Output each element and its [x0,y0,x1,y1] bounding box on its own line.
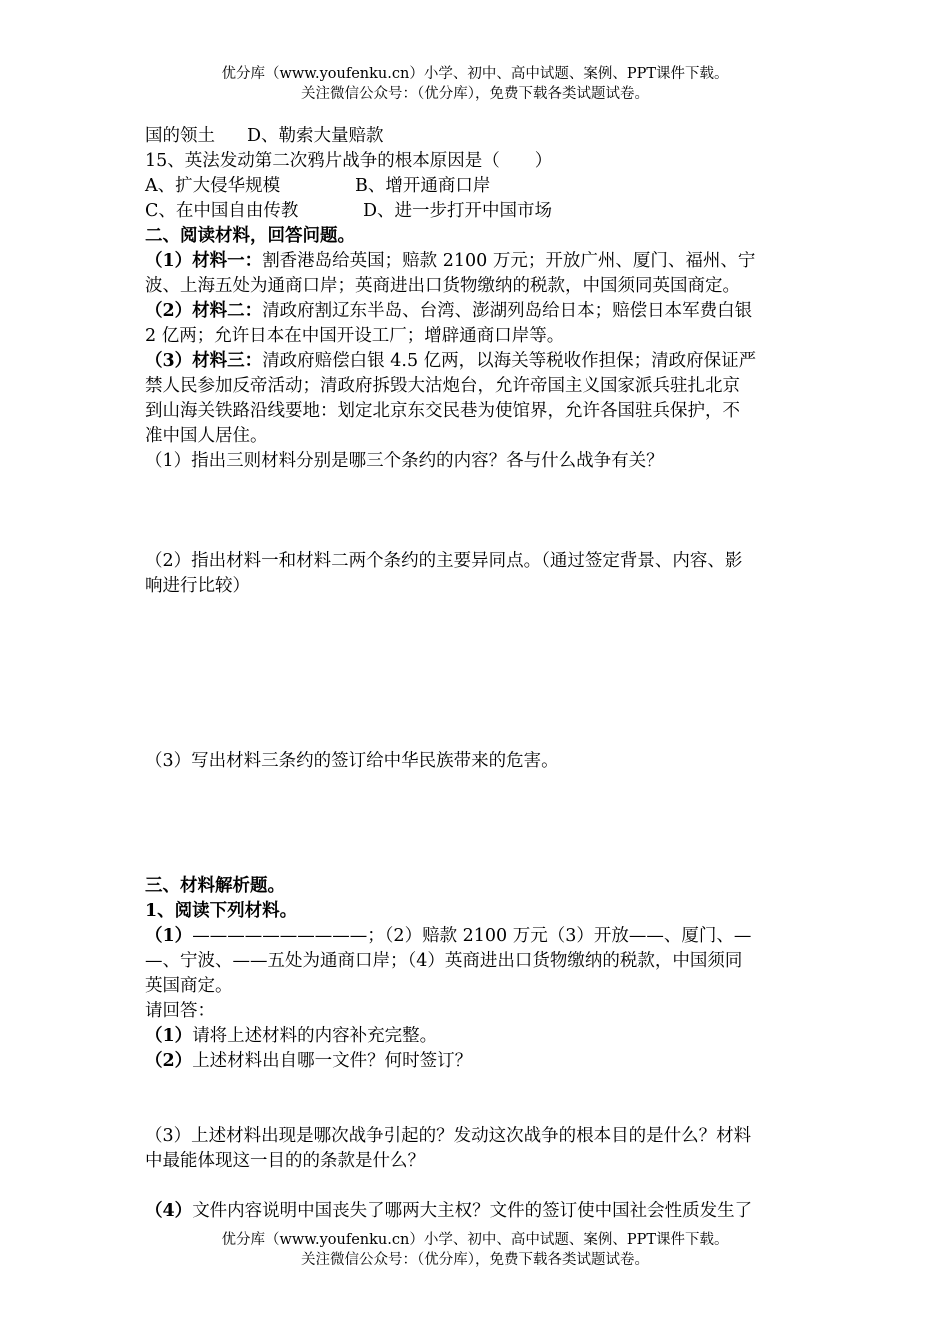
q15-options-cd [145,199,552,224]
header-line-2: 关注微信公众号：（优分库），免费下载各类试题试卷。 [301,86,649,102]
material-3-text-1: 清政府赔偿白银 4.5 亿两，以海关等税收作担保；清政府保证严 [262,351,757,371]
q15-option-d: D、进一步打开中国市场 [363,201,553,221]
material-3-line-4: 准中国人居住。 [145,426,268,446]
header-line-1: 优分库（www.youfenku.cn）小学、初中、高中试题、案例、PPT课件下载。 [221,66,729,82]
page-footer [0,1230,950,1270]
section-3-material-label: （1） [145,926,193,946]
section-3-question-3-line-1: （3）上述材料出现是哪次战争引起的？发动这次战争的根本目的是什么？材料 [145,1126,752,1146]
section-3-question-4-label: （4） [145,1201,193,1221]
section-3-question-1-label: （1） [145,1026,193,1046]
section-3-question-3-line-2: 中最能体现这一目的的条款是什么？ [145,1151,425,1171]
material-1-line-1 [145,249,755,274]
q15-option-c: C、在中国自由传教 [145,201,299,221]
material-2-text-1: 清政府割辽东半岛、台湾、澎湖列岛给日本；赔偿日本军费白银 [262,301,753,321]
q15-option-b: B、增开通商口岸 [355,176,491,196]
material-3-label: （3）材料三： [145,351,263,371]
q15-options-ab [145,174,490,199]
section-3-question-2-label: （2） [145,1051,193,1071]
section-3-material-line-3: 英国商定。 [145,976,233,996]
material-1-text-1: 割香港岛给英国；赔款 2100 万元；开放广州、厦门、福州、宁 [262,251,756,271]
material-3-line-1 [145,349,756,374]
q14-option-d: D、勒索大量赔款 [247,126,384,146]
section-2-question-3: （3）写出材料三条约的签订给中华民族带来的危害。 [145,751,559,771]
q14-options-cont [145,124,384,149]
section-3-subtitle: 1、阅读下列材料。 [145,901,298,921]
material-2-label: （2）材料二： [145,301,263,321]
section-2-question-1: （1）指出三则材料分别是哪三个条约的内容？各与什么战争有关？ [145,451,664,471]
section-3-material-text-1: ——————————；（2）赔款 2100 万元（3）开放——、厦门、— [192,926,752,946]
footer-line-1: 优分库（www.youfenku.cn）小学、初中、高中试题、案例、PPT课件下载。 [221,1232,729,1248]
section-3-material-line-2: —、宁波、——五处为通商口岸；（4）英商进出口货物缴纳的税款，中国须同 [145,951,743,971]
q14-option-c-cont: 国的领土 [145,126,215,146]
material-2-line-1 [145,299,752,324]
page-header [0,64,950,104]
section-3-title: 三、材料解析题。 [145,876,285,896]
material-1-line-2: 波、上海五处为通商口岸；英商进出口货物缴纳的税款，中国须同英国商定。 [145,276,740,296]
material-3-line-2: 禁人民参加反帝活动；清政府拆毁大沽炮台，允许帝国主义国家派兵驻扎北京 [145,376,740,396]
section-3-question-1 [145,1024,437,1049]
material-2-line-2: 2 亿两；允许日本在中国开设工厂；增辟通商口岸等。 [145,326,565,346]
section-2-question-2-line-1: （2）指出材料一和材料二两个条约的主要异同点。（通过签定背景、内容、影 [145,551,743,571]
section-3-question-4 [145,1199,752,1224]
material-3-line-3: 到山海关铁路沿线要地：划定北京东交民巷为使馆界，允许各国驻兵保护，不 [145,401,740,421]
section-2-question-2-line-2: 响进行比较） [145,576,250,596]
section-3-question-2 [145,1049,472,1074]
section-2-title: 二、阅读材料，回答问题。 [145,226,355,246]
q15-option-a: A、扩大侵华规模 [145,176,281,196]
section-3-question-2-text: 上述材料出自哪一文件？何时签订？ [192,1051,473,1071]
section-3-question-1-text: 请将上述材料的内容补充完整。 [192,1026,438,1046]
footer-line-2: 关注微信公众号：（优分库），免费下载各类试题试卷。 [301,1252,649,1268]
section-3-ask: 请回答： [145,1001,215,1021]
q15-stem: 15、英法发动第二次鸦片战争的根本原因是（ ） [145,151,553,171]
material-1-label: （1）材料一： [145,251,263,271]
section-3-question-4-text: 文件内容说明中国丧失了哪两大主权？文件的签订使中国社会性质发生了 [192,1201,753,1221]
section-3-material-line-1 [145,924,751,949]
